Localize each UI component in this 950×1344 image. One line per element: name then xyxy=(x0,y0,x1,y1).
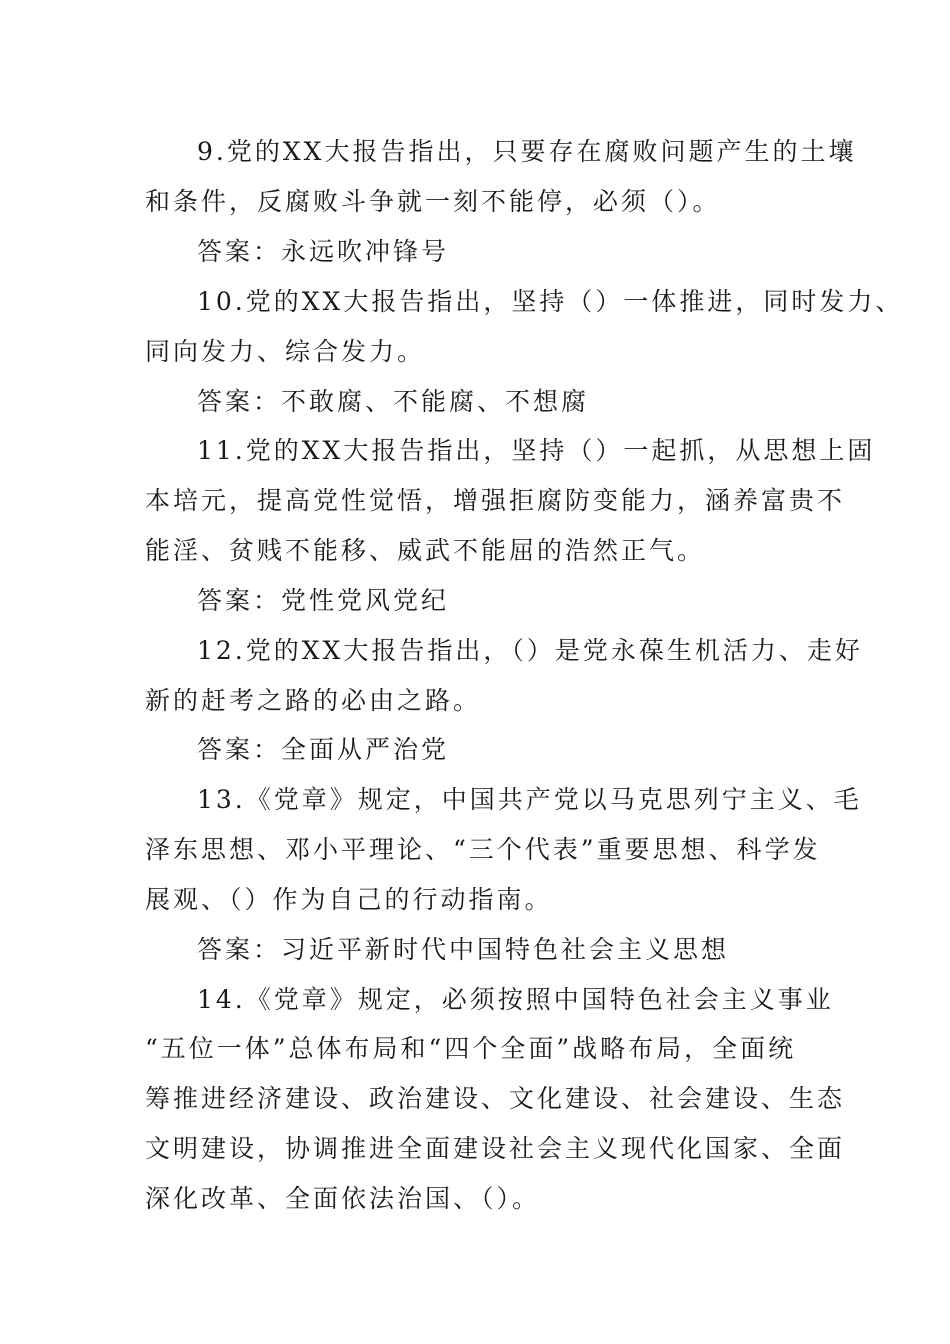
question-9-line-2: 和条件，反腐败斗争就一刻不能停，必须（）。 xyxy=(145,187,721,216)
question-13-line-2: 泽东思想、邓小平理论、“三个代表”重要思想、科学发 xyxy=(145,835,821,864)
question-14-line-5: 深化改革、全面依法治国、（）。 xyxy=(145,1184,541,1213)
question-13-line-3: 展观、（）作为自己的行动指南。 xyxy=(145,885,553,914)
question-12-line-2: 新的赶考之路的必由之路。 xyxy=(145,686,482,715)
answer-13: 答案：习近平新时代中国特色社会主义思想 xyxy=(197,935,730,964)
question-12-line-1: 12.党的XX大报告指出，（）是党永葆生机活力、走好 xyxy=(197,636,863,665)
answer-9: 答案：永远吹冲锋号 xyxy=(197,237,450,266)
answer-11: 答案：党性党风党纪 xyxy=(197,586,450,615)
question-13-line-1: 13.《党章》规定，中国共产党以马克思列宁主义、毛 xyxy=(197,785,862,814)
question-11-line-3: 能淫、贫贱不能移、威武不能屈的浩然正气。 xyxy=(145,536,706,565)
question-9-line-1: 9.党的XX大报告指出，只要存在腐败问题产生的土壤 xyxy=(197,137,857,166)
question-10-line-1: 10.党的XX大报告指出，坚持（）一体推进，同时发力、 xyxy=(197,287,904,316)
question-14-line-4: 文明建设，协调推进全面建设社会主义现代化国家、全面 xyxy=(145,1134,846,1163)
question-14-line-3: 筹推进经济建设、政治建设、文化建设、社会建设、生态 xyxy=(145,1084,846,1113)
question-10-line-2: 同向发力、综合发力。 xyxy=(145,337,426,366)
answer-10: 答案：不敢腐、不能腐、不想腐 xyxy=(197,387,590,416)
question-11-line-1: 11.党的XX大报告指出，坚持（）一起抓，从思想上固 xyxy=(197,436,876,465)
question-14-line-2: “五位一体”总体布局和“四个全面”战略布局，全面统 xyxy=(145,1034,797,1063)
answer-12: 答案：全面从严治党 xyxy=(197,735,450,764)
question-11-line-2: 本培元，提高党性觉悟，增强拒腐防变能力，涵养富贵不 xyxy=(145,486,846,515)
question-14-line-1: 14.《党章》规定，必须按照中国特色社会主义事业 xyxy=(197,985,834,1014)
